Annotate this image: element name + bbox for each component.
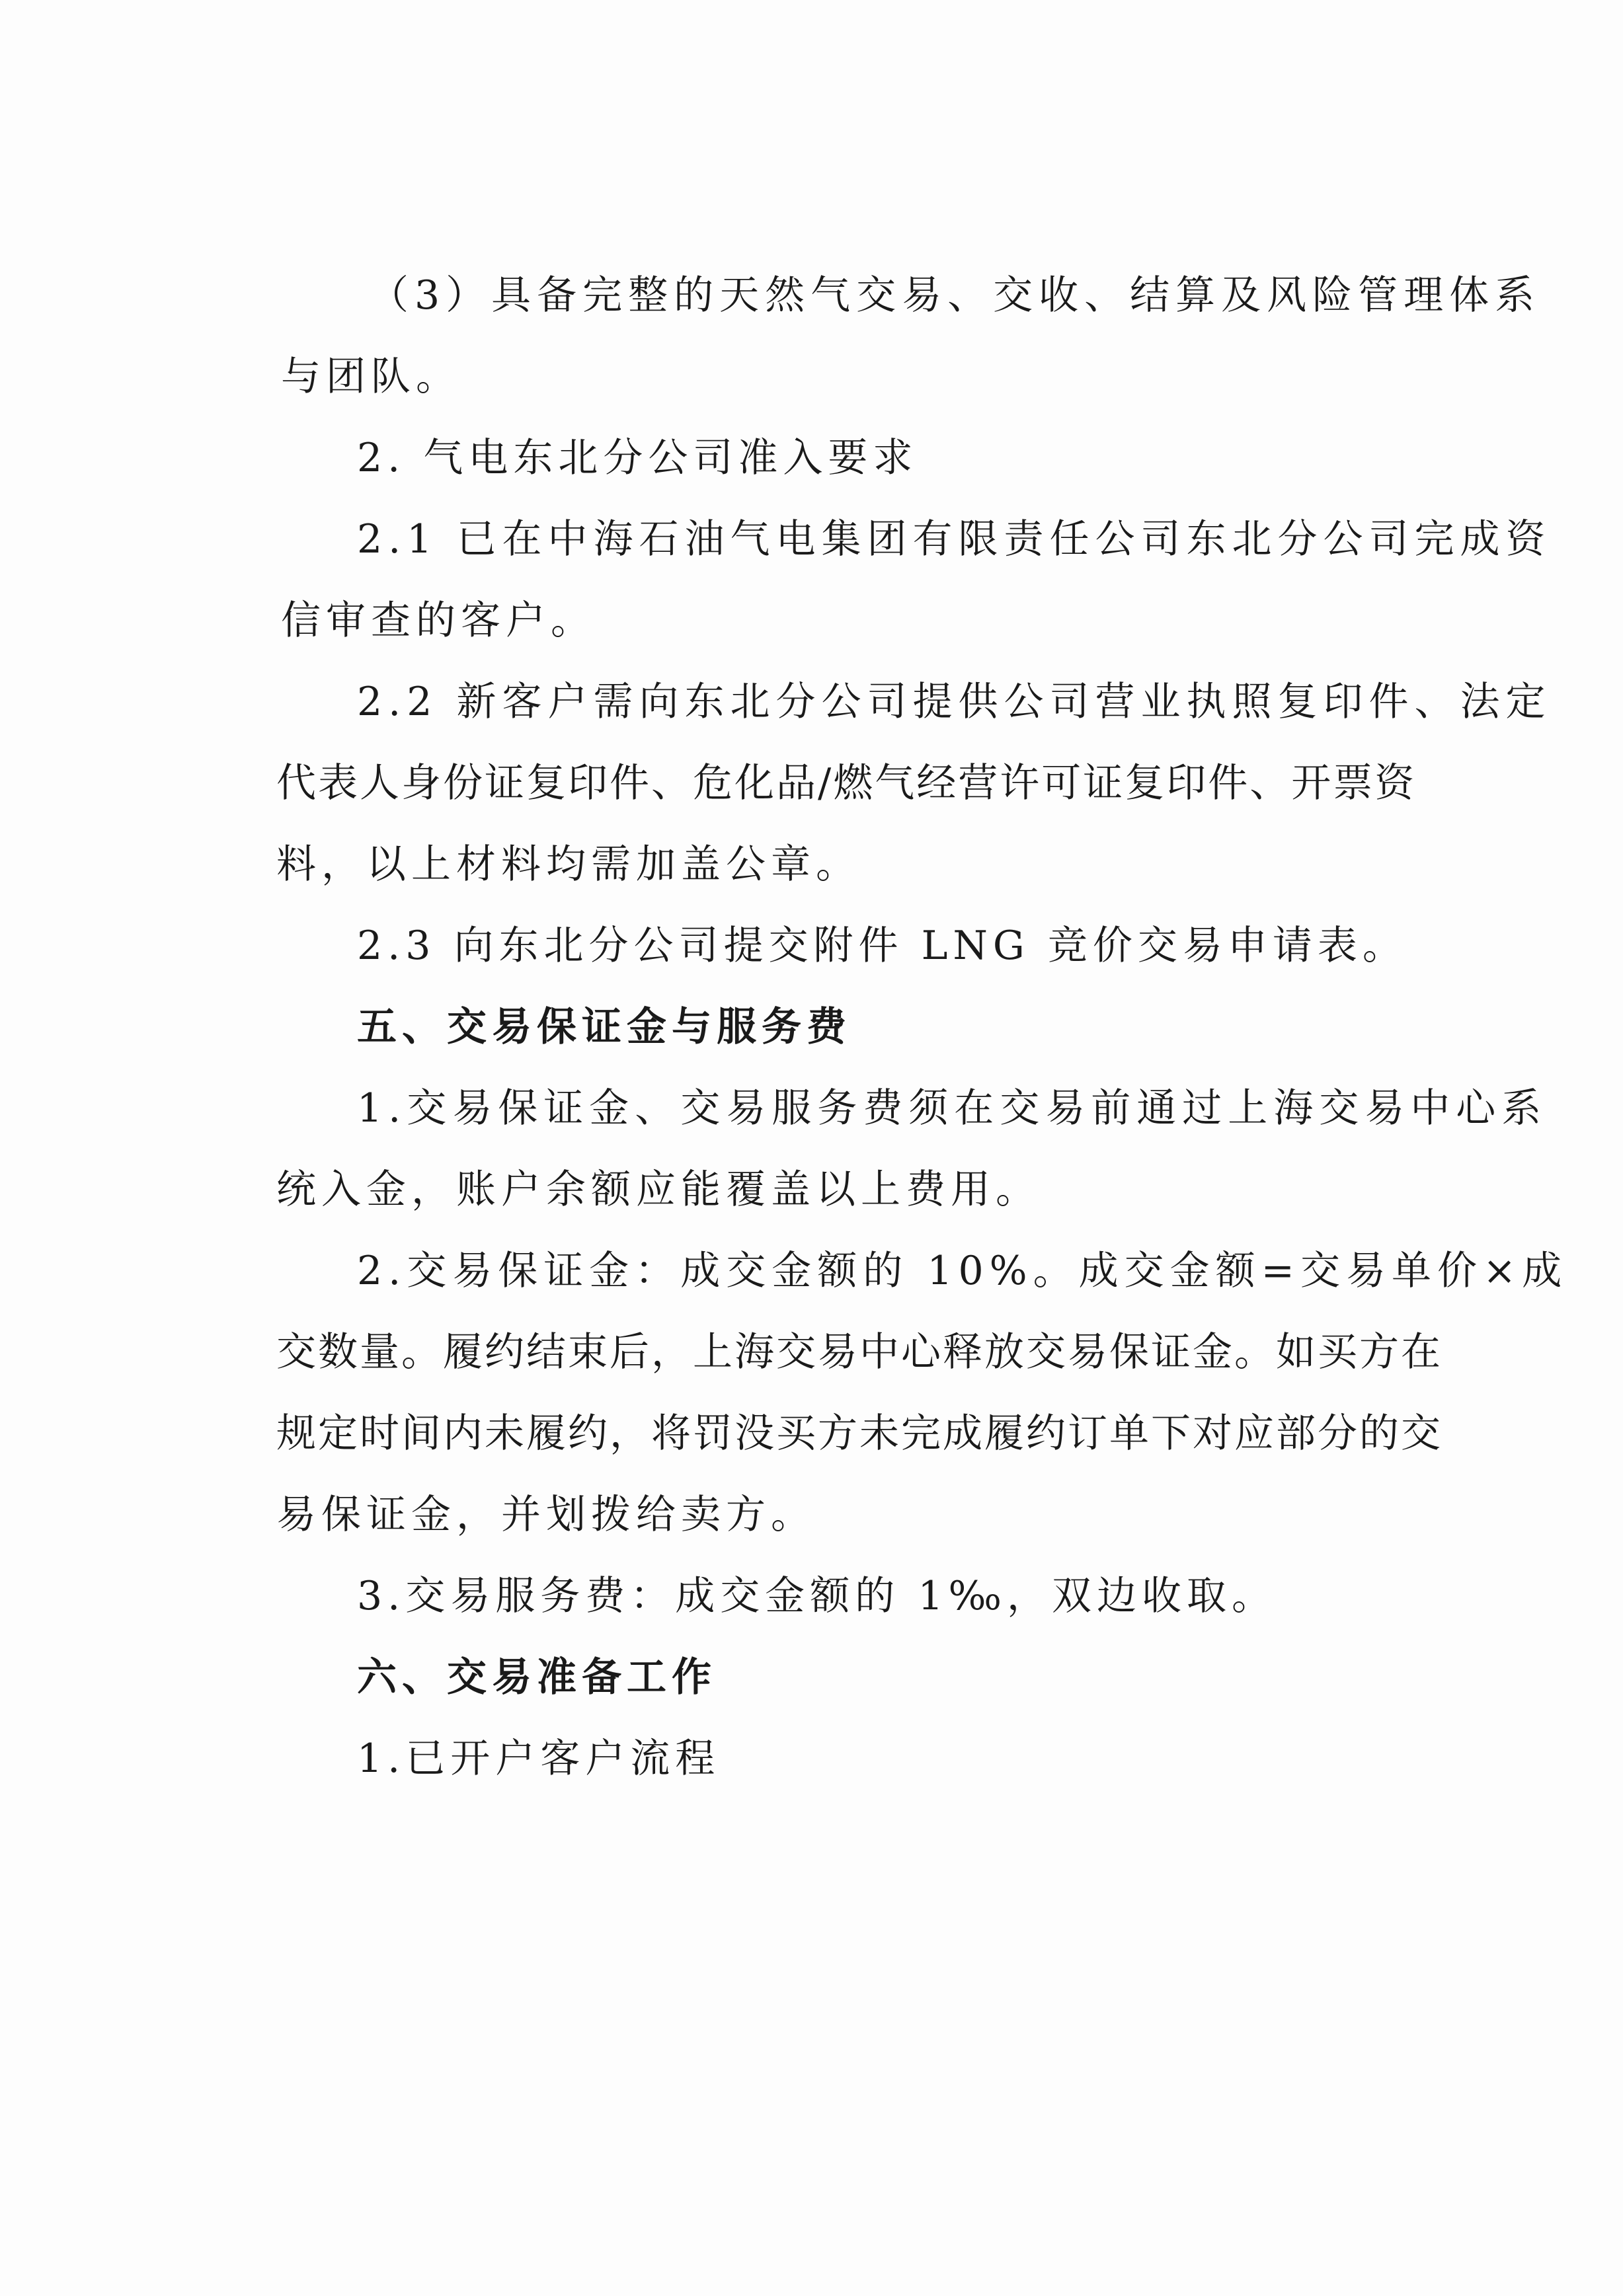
section-heading: 五、交易保证金与服务费 xyxy=(357,1004,851,1050)
paragraph-line: 与团队。 xyxy=(281,354,461,400)
paragraph-line: 易保证金，并划拨给卖方。 xyxy=(276,1492,816,1538)
paragraph-line: 规定时间内未履约，将罚没买方未完成履约订单下对应部分的交 xyxy=(276,1410,1443,1457)
paragraph-line: 3.交易服务费：成交金额的 1‰，双边收取。 xyxy=(357,1573,1277,1619)
paragraph-line: 2.交易保证金：成交金额的 10%。成交金额=交易单价×成 xyxy=(357,1248,1568,1294)
paragraph-line: 代表人身份证复印件、危化品/燃气经营许可证复印件、开票资 xyxy=(276,760,1417,806)
section-subheading: 2. 气电东北分公司准入要求 xyxy=(357,435,918,481)
section-heading: 六、交易准备工作 xyxy=(357,1654,717,1701)
paragraph-line: 2.3 向东北分公司提交附件 LNG 竞价交易申请表。 xyxy=(357,923,1407,969)
paragraph-line: 2.2 新客户需向东北分公司提供公司营业执照复印件、法定 xyxy=(357,679,1552,725)
paragraph-line: 统入金，账户余额应能覆盖以上费用。 xyxy=(276,1167,1041,1213)
paragraph-line: 交数量。履约结束后，上海交易中心释放交易保证金。如买方在 xyxy=(276,1329,1443,1375)
paragraph-line: 1.交易保证金、交易服务费须在交易前通过上海交易中心系 xyxy=(357,1085,1548,1131)
paragraph-line: 料，以上材料均需加盖公章。 xyxy=(276,841,861,888)
paragraph-line: 信审查的客户。 xyxy=(281,597,596,644)
paragraph-line: 2.1 已在中海石油气电集团有限责任公司东北分公司完成资 xyxy=(357,516,1552,562)
paragraph-line: 1.已开户客户流程 xyxy=(357,1736,721,1782)
paragraph-line: （3）具备完整的天然气交易、交收、结算及风险管理体系 xyxy=(369,272,1541,319)
